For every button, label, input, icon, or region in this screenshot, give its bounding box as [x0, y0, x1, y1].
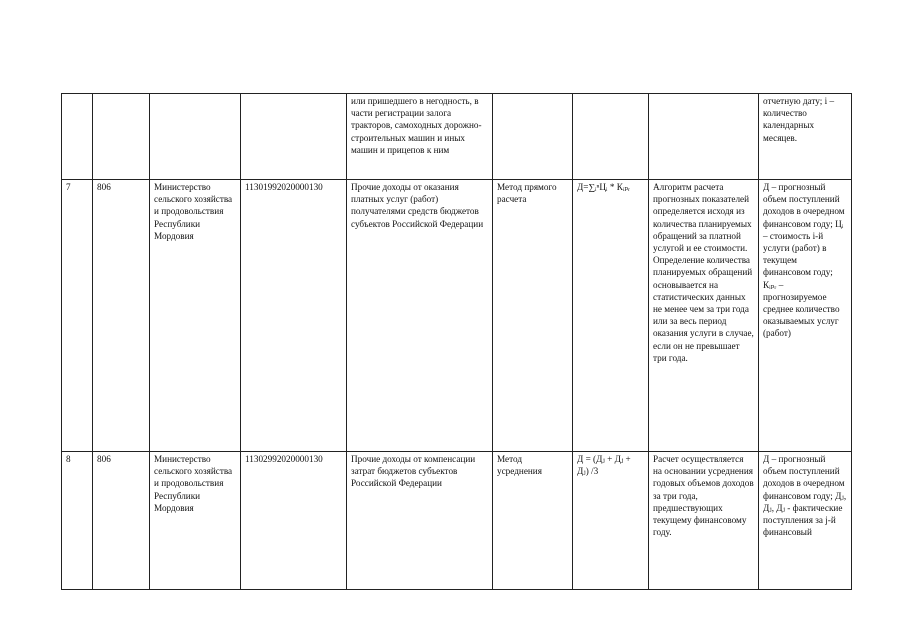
cell-notes: отчетную дату; i – количество календарных месяцев. — [759, 94, 852, 180]
cell-notes: Д – прогнозный объем поступлений доходов в очередном финансовом году; Цᵢ – стоимость i-й услуги (работ) в текущем финансовом году; Кᵢₚᵣ – прогнозируемое среднее количество оказываемых услуг (работ) — [759, 180, 852, 452]
cell-formula — [573, 94, 649, 180]
cell-description: Прочие доходы от компенсации затрат бюджетов субъектов Российской Федерации — [347, 452, 493, 590]
cell-method: Метод усреднения — [493, 452, 573, 590]
cell-kbk — [241, 94, 347, 180]
cell-admin-name: Министерство сельского хозяйства и продовольствия Республики Мордовия — [150, 452, 241, 590]
cell-method — [493, 94, 573, 180]
income-forecast-table — [61, 93, 852, 590]
table-row-continuation — [62, 94, 852, 180]
cell-algorithm: Алгоритм расчета прогнозных показателей определяется исходя из количества планируемых обращений за платной услугой и ее стоимости. Определение количества планируемых обращений основывается на статистических данных не менее чем за три года или за весь период оказания услуги в случае, если он не превышает три года. — [649, 180, 759, 452]
cell-description: Прочие доходы от оказания платных услуг (работ) получателями средств бюджетов субъектов Российской Федерации — [347, 180, 493, 452]
cell-notes: Д – прогнозный объем поступлений доходов в очередном финансовом году; Дⱼ, Дⱼ, Дⱼ - фактические поступления за j-й финансовый — [759, 452, 852, 590]
cell-num — [62, 94, 93, 180]
cell-algorithm: Расчет осуществляется на основании усреднения годовых объемов доходов за три года, предшествующих текущему финансовому году. — [649, 452, 759, 590]
cell-formula: Д = (Дⱼ + Дⱼ + Дⱼ) /3 — [573, 452, 649, 590]
cell-method: Метод прямого расчета — [493, 180, 573, 452]
cell-kbk: 11301992020000130 — [241, 180, 347, 452]
cell-kbk: 11302992020000130 — [241, 452, 347, 590]
table-row — [62, 180, 852, 452]
cell-admin-name — [150, 94, 241, 180]
cell-num: 7 — [62, 180, 93, 452]
cell-admin-code — [93, 94, 150, 180]
cell-admin-code: 806 — [93, 452, 150, 590]
cell-description: или пришедшего в негодность, в части регистрации залога тракторов, самоходных дорожно-строительных машин и иных машин и прицепов к ним — [347, 94, 493, 180]
cell-admin-name: Министерство сельского хозяйства и продовольствия Республики Мордовия — [150, 180, 241, 452]
cell-formula: Д=∑ᵢⁿЦᵢ * Кᵢₚᵣ — [573, 180, 649, 452]
cell-admin-code: 806 — [93, 180, 150, 452]
cell-algorithm — [649, 94, 759, 180]
cell-num: 8 — [62, 452, 93, 590]
table-row — [62, 452, 852, 590]
